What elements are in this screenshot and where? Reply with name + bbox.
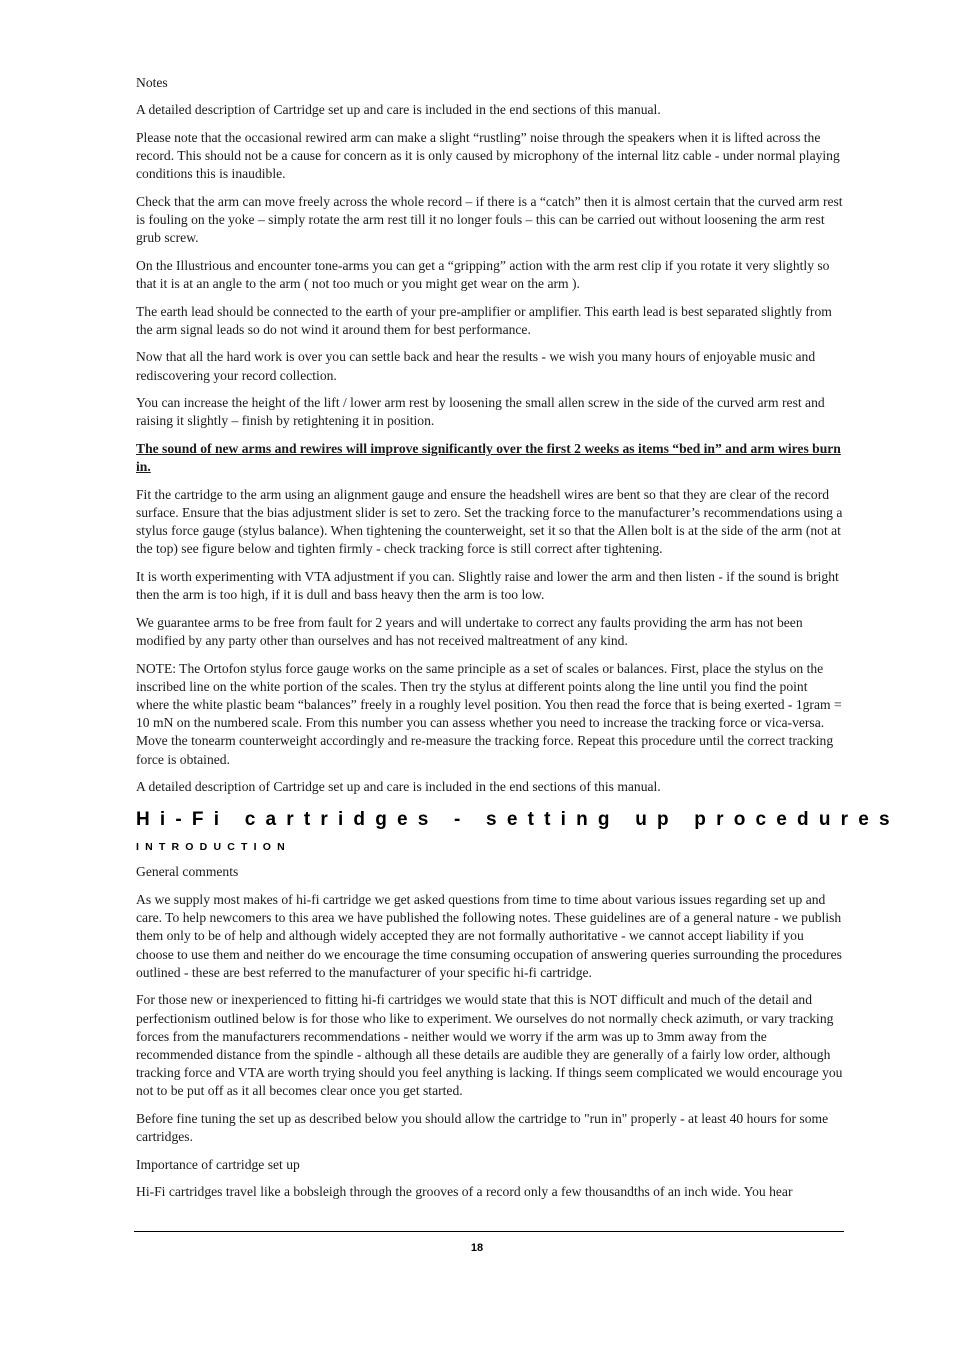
sub-heading: INTRODUCTION <box>136 841 291 854</box>
body-paragraph: The earth lead should be connected to the earth of your pre-amplifier or amplifier. This earth lead is best separated slightly from the arm signal leads so do not wind it around them for best performance. <box>136 303 832 337</box>
importance-label: Importance of cartridge set up <box>136 1156 300 1172</box>
page-body <box>136 74 900 1211</box>
body-paragraph: As we supply most makes of hi-fi cartridge we get asked questions from time to time about various issues regarding set up and care. To help newcomers to this area we have published the following notes. These guidelines are of a general nature - we publish them only to be of help and although widely accepted they are not formally authoritative - we cannot accept liability if you choose to use them and neither do we encourage the time consuming occupation of answering queries surrounding the procedures outlined - these are best referred to the manufacturer of your specific hi-fi cartridge. <box>136 891 842 980</box>
body-paragraph: On the Illustrious and encounter tone-arms you can get a “gripping” action with the arm rest clip if you rotate it very slightly so that it is at an angle to the arm ( not too much or you might get wear on the arm ). <box>136 257 830 291</box>
section-heading: Hi-Fi cartridges - setting up procedures <box>136 809 900 831</box>
body-paragraph: Now that all the hard work is over you can settle back and hear the results - we wish you many hours of enjoyable music and rediscovering your record collection. <box>136 349 816 383</box>
body-paragraph: Hi-Fi cartridges travel like a bobsleigh through the grooves of a record only a few thousandths of an inch wide. You hear <box>136 1184 793 1200</box>
body-paragraph: NOTE: The Ortofon stylus force gauge works on the same principle as a set of scales or balances. First, place the stylus on the inscribed line on the white portion of the scales. Then try the stylus at different points along the line until you find the point where the white plastic beam “balances” freely in a roughly level position. You then read the force that is being exerted - 1gram = 10 mN on the numbered scale. From this number you can assess whether you need to increase the tracking force or vica-versa. Move the tonearm counterweight accordingly and re-measure the tracking force. Repeat this procedure until the correct tracking force is obtained. <box>136 660 842 767</box>
body-paragraph: Please note that the occasional rewired arm can make a slight “rustling” noise through the speakers when it is lifted across the record. This should not be a cause for concern as it is only caused by microphony of the internal litz cable - under normal playing conditions this is inaudible. <box>136 129 840 182</box>
bold-notice: The sound of new arms and rewires will improve significantly over the first 2 weeks as items “bed in” and arm wires burn in. <box>136 440 841 475</box>
body-paragraph: Fit the cartridge to the arm using an alignment gauge and ensure the headshell wires are bent so that they are clear of the record surface. Ensure that the bias adjustment slider is set to zero. Set the tracking force to the manufacturer’s recommendations using a stylus force gauge (stylus balance). When tightening the counterweight, set it so that the Allen bolt is at the side of the arm (not at the top) see figure below and tighten firmly - check tracking force is still correct after tightening. <box>136 486 843 557</box>
body-paragraph: For those new or inexperienced to fitting hi-fi cartridges we would state that this is NOT difficult and much of the detail and perfectionism outlined below is for those who like to experiment. We ourselves do not normally check azimuth, or vary tracking forces from the manufacturers recommendations - neither would we worry if the arm was up to 3mm away from the recommended distance from the spindle - although all these details are audible they are generally of a fairly low order, although tracking force and VTA are worth trying should you feel anything is lacking. If things seem complicated we would encourage you not to be put off as it all becomes clear once you get started. <box>136 992 843 1099</box>
body-paragraph: Before fine tuning the set up as described below you should allow the cartridge to "run in" properly - at least 40 hours for some cartridges. <box>136 1111 829 1145</box>
general-comments-label: General comments <box>136 864 239 880</box>
page-number: 18 <box>470 1242 484 1254</box>
body-paragraph: Check that the arm can move freely across the whole record – if there is a “catch” then it is almost certain that the curved arm rest is fouling on the yoke – simply rotate the arm rest till it no longer fouls – this can be carried out without loosening the arm rest grub screw. <box>136 193 843 246</box>
body-paragraph: You can increase the height of the lift / lower arm rest by loosening the small allen screw in the side of the curved arm rest and raising it slightly – finish by retightening it in position. <box>136 395 825 429</box>
body-paragraph: A detailed description of Cartridge set up and care is included in the end sections of this manual. <box>136 779 661 795</box>
body-paragraph: A detailed description of Cartridge set up and care is included in the end sections of this manual. <box>136 102 661 118</box>
notes-label: Notes <box>136 75 168 90</box>
body-paragraph: We guarantee arms to be free from fault for 2 years and will undertake to correct any faults providing the arm has not been modified by any party other than ourselves and has not received maltreatment of any kind. <box>136 614 803 648</box>
body-paragraph: It is worth experimenting with VTA adjustment if you can. Slightly raise and lower the arm and then listen - if the sound is bright then the arm is too high, if it is dull and bass heavy then the arm is too low. <box>136 568 839 603</box>
footer-rule <box>134 1231 844 1232</box>
